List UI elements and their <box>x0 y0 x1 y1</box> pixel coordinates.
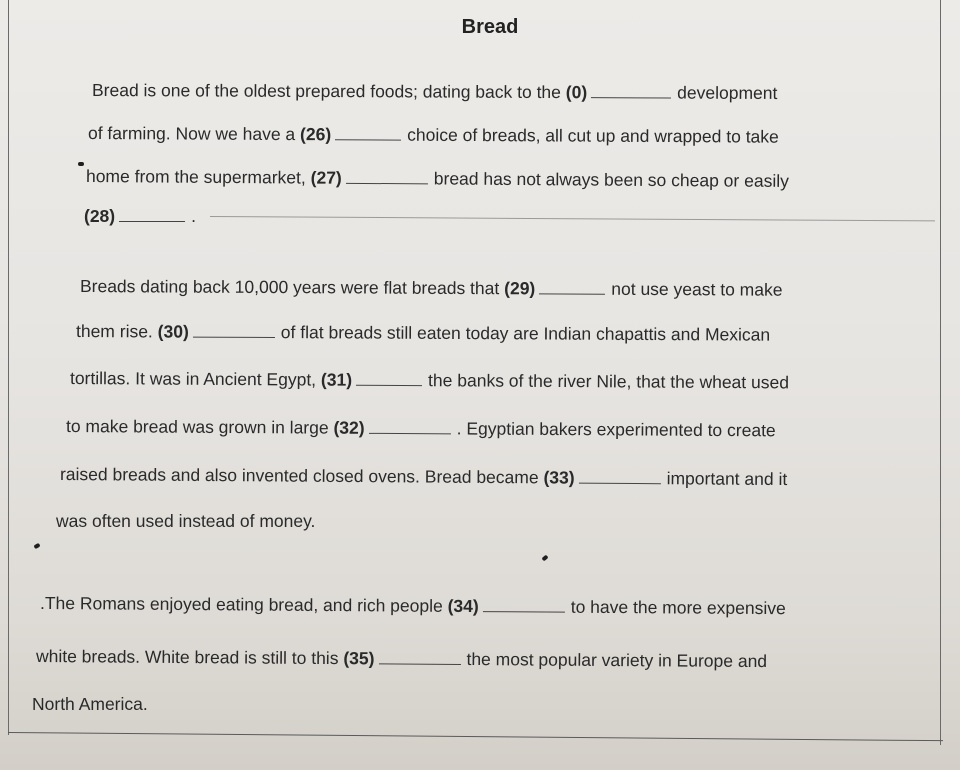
text-line: North America. <box>32 694 148 714</box>
text-line: to make bread was grown in large (32) . Egyptian bakers experimented to create <box>65 416 776 441</box>
text-line: of farming. Now we have a (26) choice of breads, all cut up and wrapped to take <box>87 123 779 147</box>
pen-mark <box>541 555 548 562</box>
text-line: home from the supermarket, (27) bread has not always been so cheap or easily <box>85 166 789 191</box>
gap-number: (33) <box>543 467 575 488</box>
gap-32-blank[interactable] <box>369 421 451 435</box>
pen-mark <box>78 162 84 166</box>
gap-number: (35) <box>343 648 375 669</box>
gap-number: (32) <box>333 417 365 438</box>
gap-26-blank[interactable] <box>335 127 401 140</box>
gap-number: (28) <box>84 206 116 226</box>
gap-number: (26) <box>300 124 332 145</box>
gap-number: (31) <box>320 369 353 390</box>
frame-right-border <box>940 0 941 745</box>
text-line: .The Romans enjoyed eating bread, and rich people (34) to have the more expensive <box>39 593 786 619</box>
text-line: white breads. White bread is still to this (35) the most popular variety in Europe and <box>35 646 768 672</box>
gap-28-blank[interactable] <box>119 209 185 222</box>
pen-mark <box>33 543 40 549</box>
text-line: tortillas. It was in Ancient Egypt, (31) the banks of the river Nile, that the wheat used <box>69 368 790 393</box>
frame-left-border <box>8 0 9 735</box>
frame-bottom-border <box>8 732 943 741</box>
text-line: Bread is one of the oldest prepared foods; dating back to the (0) development <box>91 80 778 103</box>
text-line: them rise. (30) of flat breads still eaten today are Indian chapattis and Mexican <box>75 321 771 345</box>
gap-number: (29) <box>504 278 536 299</box>
text-line: Breads dating back 10,000 years were flat breads that (29) not use yeast to make <box>79 276 783 300</box>
gap-number: (27) <box>310 167 342 188</box>
gap-number: (0) <box>565 82 588 103</box>
gap-35-blank[interactable] <box>378 651 460 665</box>
gap-33-blank[interactable] <box>579 471 661 485</box>
section-divider <box>210 216 935 221</box>
gap-0-blank[interactable] <box>591 85 671 98</box>
page-title: Bread <box>461 16 519 38</box>
text-line: was often used instead of money. <box>56 511 316 531</box>
gap-34-blank[interactable] <box>483 599 565 613</box>
gap-number: (34) <box>447 595 479 617</box>
text-line: raised breads and also invented closed ovens. Bread became (33) important and it <box>59 464 788 490</box>
gap-number: (30) <box>157 321 189 342</box>
text-line: (28) . <box>84 206 196 226</box>
gap-29-blank[interactable] <box>539 281 605 294</box>
gap-31-blank[interactable] <box>356 373 422 386</box>
gap-27-blank[interactable] <box>346 171 428 185</box>
gap-30-blank[interactable] <box>193 325 275 338</box>
